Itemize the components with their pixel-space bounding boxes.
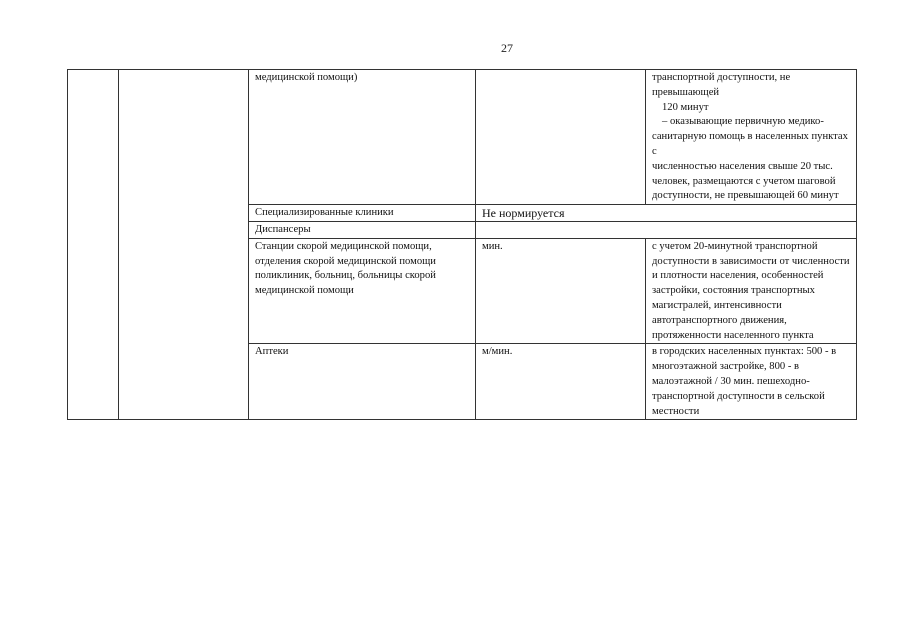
requirement-line: транспортной доступности, не превышающей bbox=[652, 72, 791, 98]
page-number: 27 bbox=[501, 41, 513, 55]
category-column-cell bbox=[119, 70, 249, 420]
requirement-line: доступности, не превышающей 60 минут bbox=[652, 190, 839, 202]
requirement-cell: с учетом 20-минутной транспортной доступности в зависимости от численности и плотности населения, особенностей застройки, состояния транспортных магистралей, интенсивности автотранспортного движения, протяженности населенного пункта bbox=[646, 238, 857, 344]
facility-cell: медицинской помощи) bbox=[249, 70, 476, 205]
requirement-cell bbox=[646, 70, 857, 205]
requirement-line: 120 минут bbox=[662, 101, 709, 113]
unit-cell: мин. bbox=[476, 238, 646, 344]
empty-cell bbox=[476, 221, 857, 238]
facility-cell: Аптеки bbox=[249, 344, 476, 420]
requirement-line: санитарную помощь в населенных пунктах с bbox=[652, 131, 848, 157]
facility-cell: Диспансеры bbox=[249, 221, 476, 238]
requirement-line: человек, размещаются с учетом шаговой bbox=[652, 175, 836, 187]
unit-cell: м/мин. bbox=[476, 344, 646, 420]
facility-cell: Специализированные клиники bbox=[249, 205, 476, 222]
norm-note-cell: Не нормируется bbox=[476, 205, 857, 222]
table-row bbox=[68, 70, 857, 205]
number-column-cell bbox=[68, 70, 119, 420]
requirement-line: – оказывающие первичную медико- bbox=[662, 116, 824, 128]
requirement-line: численностью населения свыше 20 тыс. bbox=[652, 160, 833, 172]
unit-cell bbox=[476, 70, 646, 205]
facility-cell: Станции скорой медицинской помощи, отделения скорой медицинской помощи поликлиник, больниц, больницы скорой медицинской помощи bbox=[249, 238, 476, 344]
standards-table bbox=[67, 69, 857, 420]
requirement-cell: в городских населенных пунктах: 500 - в многоэтажной застройке, 800 - в малоэтажной / 30 мин. пешеходно-транспортной доступности в сельской местности bbox=[646, 344, 857, 420]
